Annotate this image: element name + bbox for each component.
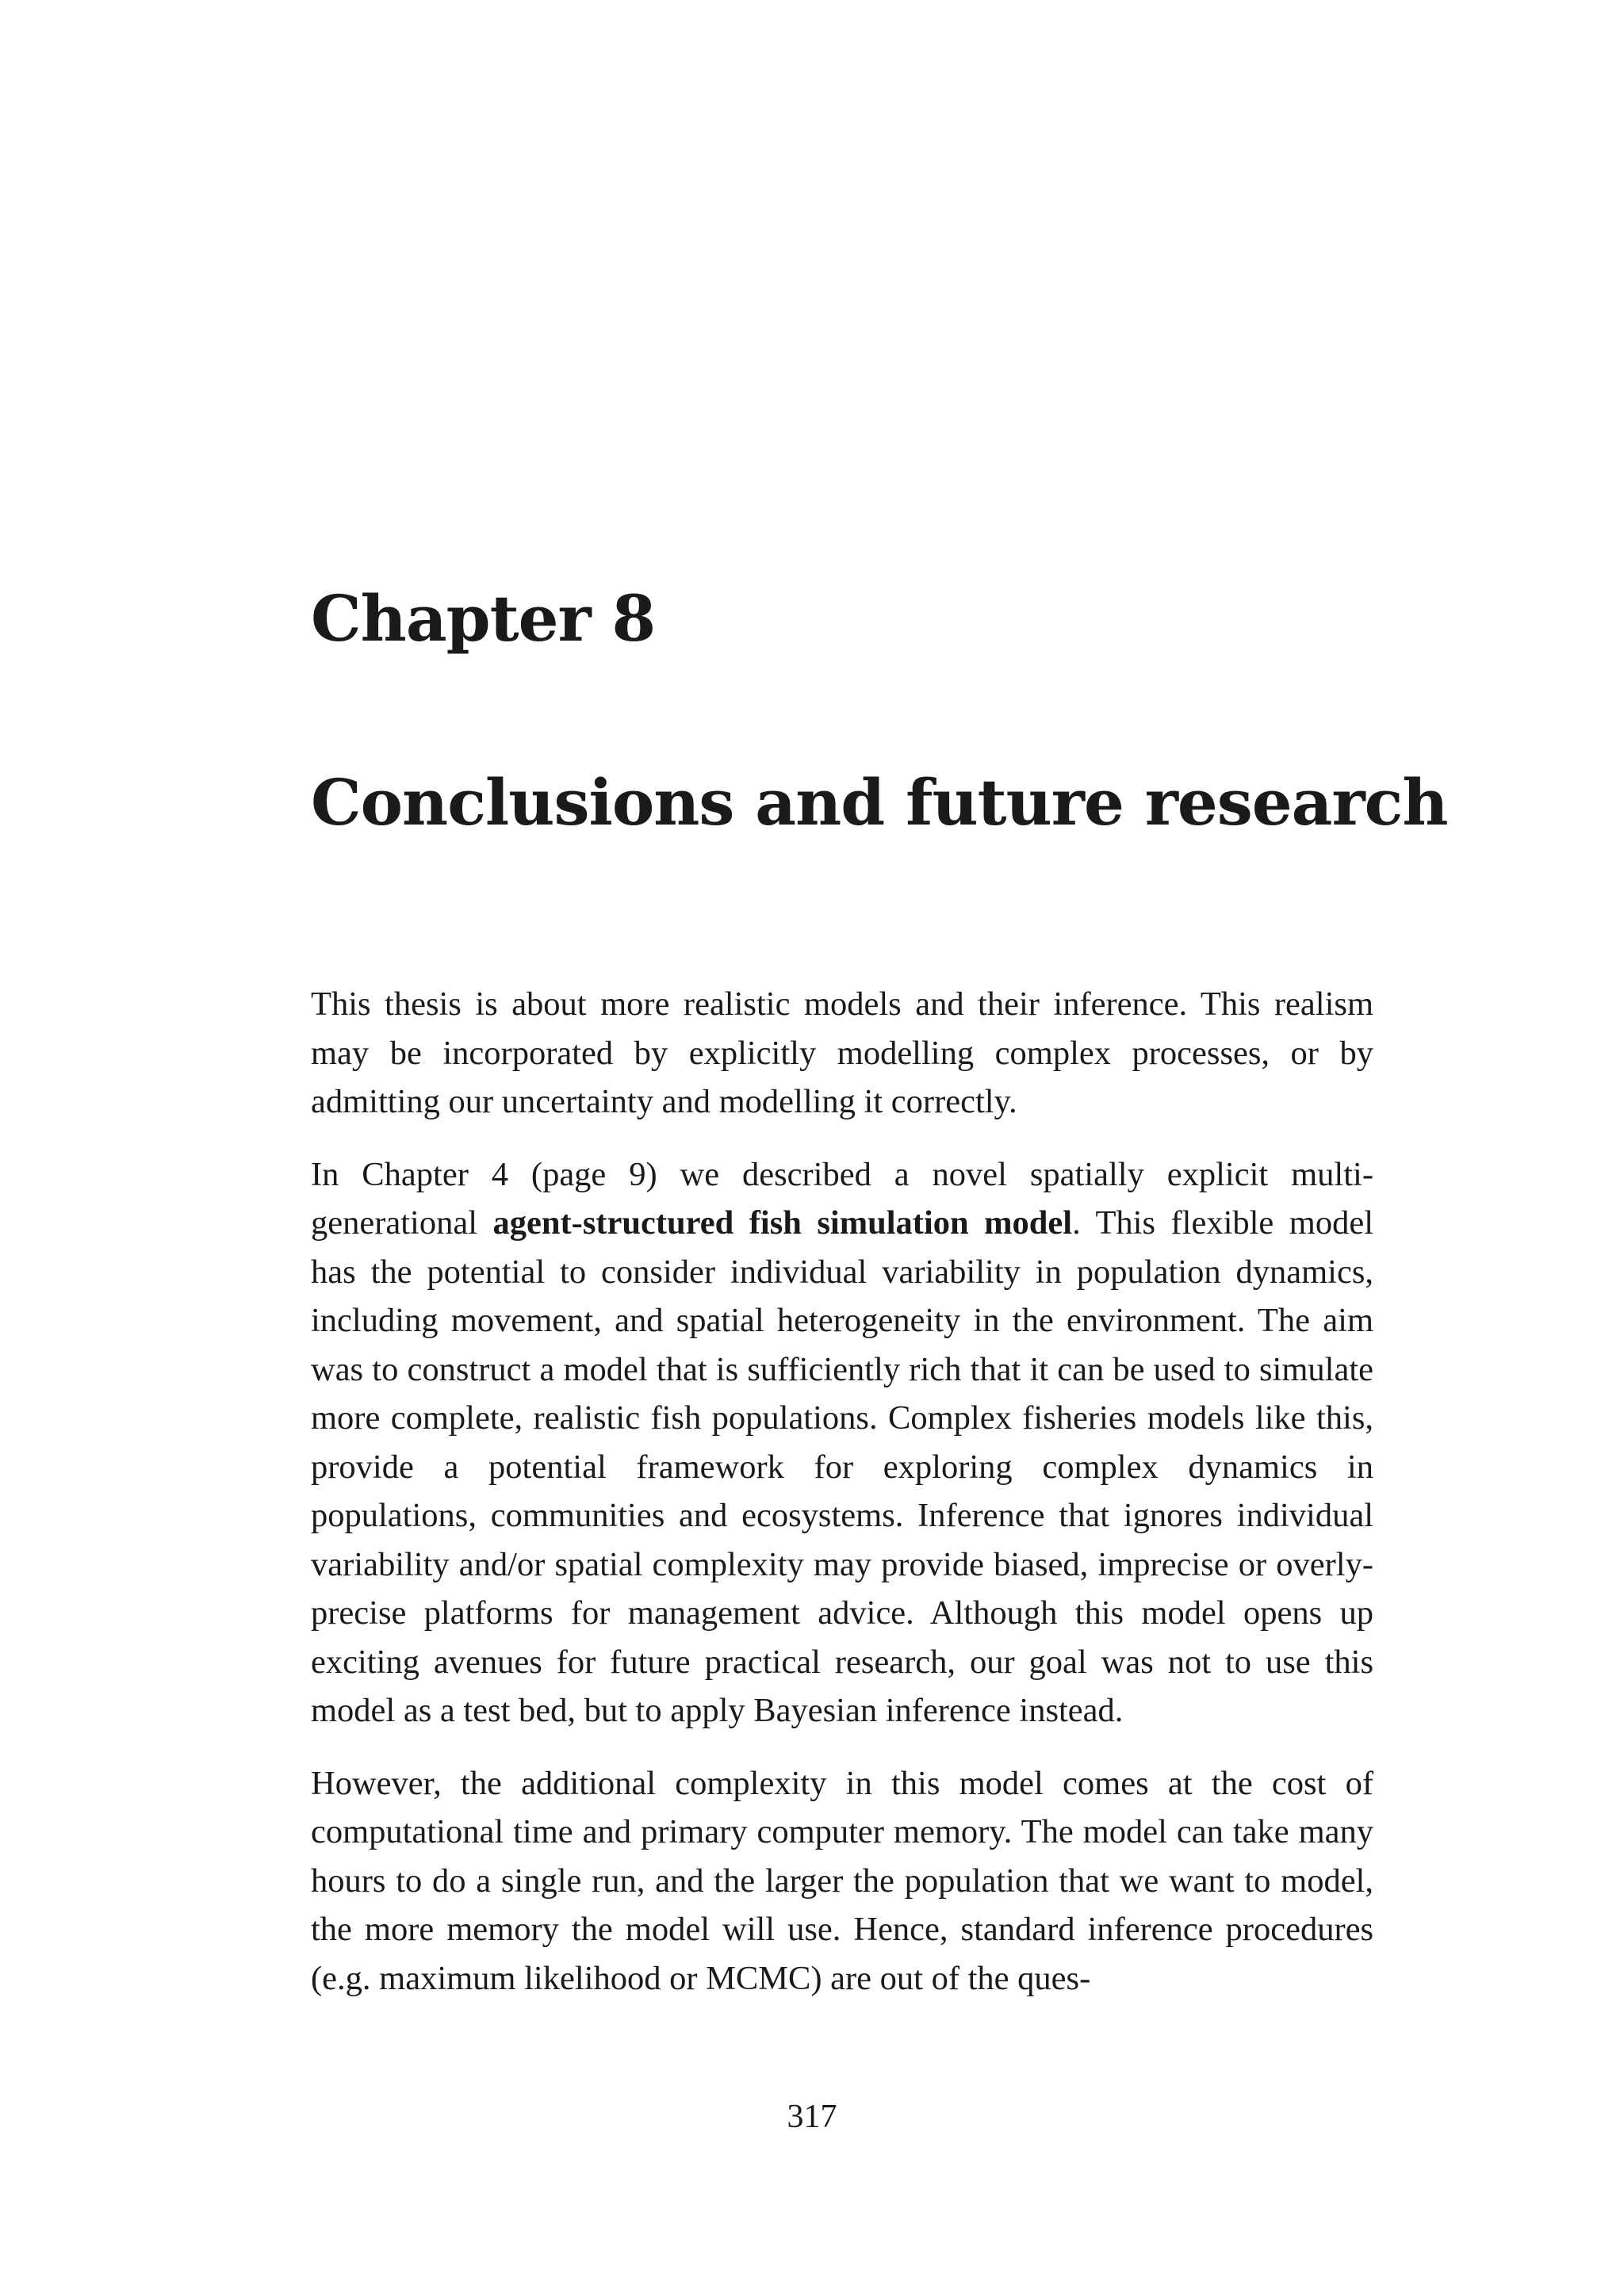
body-text xyxy=(311,980,1373,2026)
model-name-emphasis: agent-structured fish simulation model xyxy=(492,1204,1073,1242)
paragraph-model-description xyxy=(311,1150,1373,1735)
chapter-label: Chapter 8 xyxy=(311,581,656,656)
paragraph-model-description-rest: . This flexible model has the potential to consider individual variability in population dynamics, including movement, and spatial heterogeneity in the environment. The aim was to construct a model that is sufficiently rich that it can be used to simulate more complete, realistic fish populations. Complex fisheries models like this, provide a potential framework for exploring complex dynamics in populations, communities and ecosystems. Inference that ignores individual variability and/or spatial complexity may provide biased, imprecise or overly-precise platforms for management advice. Although this model opens up exciting avenues for future practical research, our goal was not to use this model as a test bed, but to apply Bayesian inference instead. xyxy=(311,1204,1374,1729)
paragraph-computational-cost: However, the additional complexity in this model comes at the cost of computational time and primary computer memory. The model can take many hours to do a single run, and the larger the population that we want to model, the more memory the model will use. Hence, standard inference procedures (e.g. maximum likelihood or MCMC) are out of the ques- xyxy=(311,1764,1373,1997)
page-number: 317 xyxy=(787,2099,837,2135)
paragraph-model-description-start: In Chapter 4 (page 9) we described a novel spatially explicit multi-generational xyxy=(311,1155,1373,1242)
paragraph-intro: This thesis is about more realistic models and their inference. This realism may be incorporated by explicitly modelling complex processes, or by admitting our uncertainty and modelling it correctly. xyxy=(311,985,1373,1120)
chapter-title: Conclusions and future research xyxy=(311,765,1448,840)
